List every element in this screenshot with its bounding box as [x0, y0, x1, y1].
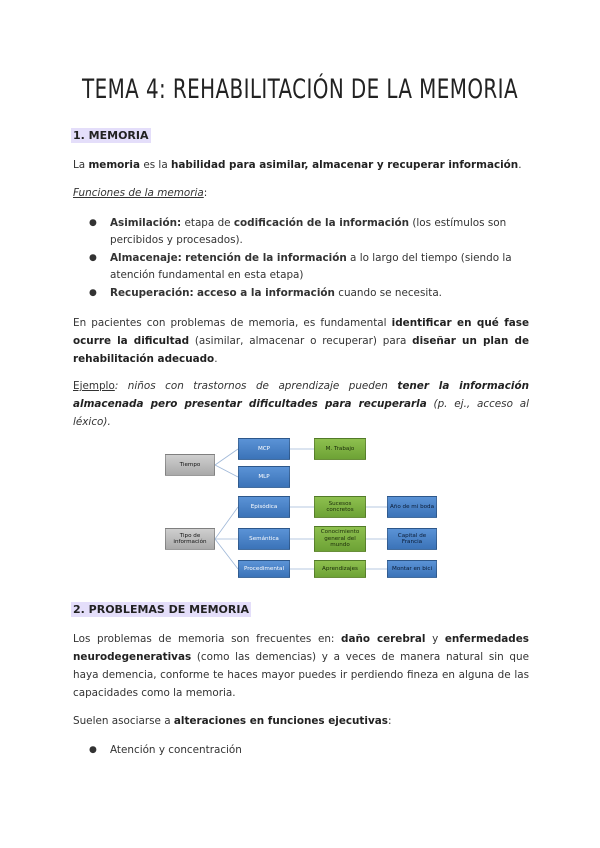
box-semantica: Semántica — [238, 528, 290, 550]
functions-label: Funciones de la memoria: — [73, 187, 208, 199]
functions-list — [73, 215, 529, 303]
section-heading-memoria: 1. MEMORIA — [73, 129, 149, 142]
box-tipo-informacion: Tipo de información — [165, 528, 215, 550]
intro-paragraph: La memoria es la habilidad para asimilar, almacenar y recuperar información. — [73, 159, 522, 171]
problems-paragraph: Los problemas de memoria son frecuentes en: daño cerebral y enfermedades neurodegenerativas (como las demencias) y a veces de manera natural sin que haya demencia, conforme te haces mayor puedes ir perdiendo fineza en alguna de las capacidades como la memoria. — [73, 633, 529, 699]
box-ano-boda: Año de mi boda — [387, 496, 437, 518]
patients-paragraph: En pacientes con problemas de memoria, es fundamental identificar en qué fase ocurre la dificultad (asimilar, almacenar o recuperar) para diseñar un plan de rehabilitación adecuado. — [73, 317, 529, 365]
list-item: ● Recuperación: acceso a la información cuando se necesita. — [89, 287, 442, 299]
box-procedimental: Procedimental — [238, 560, 290, 578]
box-mcp: MCP — [238, 438, 290, 460]
memory-types-diagram — [163, 433, 443, 583]
executive-list — [73, 742, 529, 760]
box-tiempo: Tiempo — [165, 454, 215, 476]
box-episodica: Episódica — [238, 496, 290, 518]
page-title: TEMA 4: REHABILITACIÓN DE LA MEMORIA — [82, 74, 518, 105]
example-paragraph: Ejemplo: niños con trastornos de aprendizaje pueden tener la información almacenada pero presentar dificultades para recuperarla (p. ej., acceso al léxico). — [73, 380, 529, 428]
box-conocimiento: Conocimiento general del mundo — [314, 526, 366, 552]
box-capital: Capital de Francia — [387, 528, 437, 550]
list-item: ● Almacenaje: retención de la información a lo largo del tiempo (siendo la atención fundamental en esta etapa) — [89, 252, 512, 281]
box-mlp: MLP — [238, 466, 290, 488]
box-sucesos: Sucesos concretos — [314, 496, 366, 518]
executive-functions-paragraph: Suelen asociarse a alteraciones en funciones ejecutivas: — [73, 715, 392, 727]
list-item: ● Atención y concentración — [89, 744, 242, 756]
section-heading-problemas: 2. PROBLEMAS DE MEMORIA — [73, 603, 249, 616]
box-montar-bici: Montar en bici — [387, 560, 437, 578]
list-item: ● Asimilación: etapa de codificación de la información (los estímulos son percibidos y procesados). — [89, 217, 507, 246]
box-aprendizajes: Aprendizajes — [314, 560, 366, 578]
box-m-trabajo: M. Trabajo — [314, 438, 366, 460]
